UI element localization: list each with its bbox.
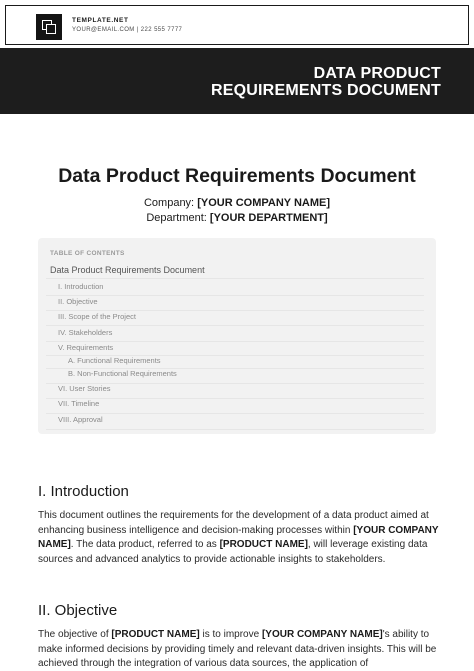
section-heading-introduction: I. Introduction	[38, 483, 129, 500]
company-value: [YOUR COMPANY NAME]	[197, 197, 331, 209]
toc-item-stakeholders[interactable]: IV. Stakeholders	[46, 328, 424, 342]
template-logo-icon	[36, 14, 62, 40]
intro-text-3: , will leverage existing data sources and advanced analytics to provide actionable insights to stakeholders.	[38, 539, 428, 565]
intro-product-placeholder: [PRODUCT NAME]	[219, 539, 308, 551]
introduction-paragraph	[38, 509, 440, 567]
intro-text-1: This document outlines the requirements for the development of a data product aimed at enhancing business intelligence and decision-making processes within	[38, 510, 429, 536]
toc-item-timeline[interactable]: VII. Timeline	[46, 399, 424, 414]
department-line	[0, 212, 474, 224]
toc-item-non-functional-requirements[interactable]: B. Non-Functional Requirements	[46, 369, 424, 384]
toc-item-introduction[interactable]: I. Introduction	[46, 282, 424, 296]
document-title: Data Product Requirements Document	[58, 165, 416, 187]
obj-text-2: is to improve	[199, 629, 262, 640]
objective-paragraph	[38, 628, 440, 671]
brand-bar	[5, 5, 469, 45]
department-value: [YOUR DEPARTMENT]	[209, 212, 328, 224]
toc-item-scope[interactable]: III. Scope of the Project	[46, 312, 424, 326]
toc-item-requirements[interactable]: V. Requirements	[46, 343, 424, 356]
table-of-contents	[38, 238, 436, 434]
header-title-line2: REQUIREMENTS DOCUMENT	[211, 82, 441, 99]
header-band	[0, 48, 474, 114]
obj-company-placeholder: [YOUR COMPANY NAME]	[261, 629, 383, 640]
brand-contact: YOUR@EMAIL.COM | 222 555 7777	[72, 27, 183, 33]
company-label: Company:	[143, 197, 195, 209]
brand-name: TEMPLATE.NET	[72, 17, 129, 24]
department-label: Department:	[146, 212, 207, 224]
obj-text-1: The objective of	[38, 629, 112, 640]
toc-item-user-stories[interactable]: VI. User Stories	[46, 384, 424, 399]
toc-item-objective[interactable]: II. Objective	[46, 297, 424, 311]
obj-text-3: 's ability to make informed decisions by providing timely and relevant data-driven insights. This will be achieved through the integration of various data sources, the application of	[38, 629, 437, 670]
header-title-line1: DATA PRODUCT	[313, 65, 441, 82]
intro-text-2: . The data product, referred to as	[70, 539, 220, 551]
intro-company-placeholder: [YOUR COMPANY NAME]	[38, 524, 439, 551]
toc-item-main[interactable]: Data Product Requirements Document	[46, 265, 424, 279]
toc-heading: TABLE OF CONTENTS	[50, 250, 125, 257]
obj-product-placeholder: [PRODUCT NAME]	[111, 629, 200, 640]
section-heading-objective: II. Objective	[38, 602, 118, 619]
header-title	[211, 65, 441, 99]
toc-item-approval[interactable]: VIII. Approval	[46, 415, 424, 430]
toc-item-functional-requirements[interactable]: A. Functional Requirements	[46, 356, 424, 369]
company-line	[0, 197, 474, 209]
